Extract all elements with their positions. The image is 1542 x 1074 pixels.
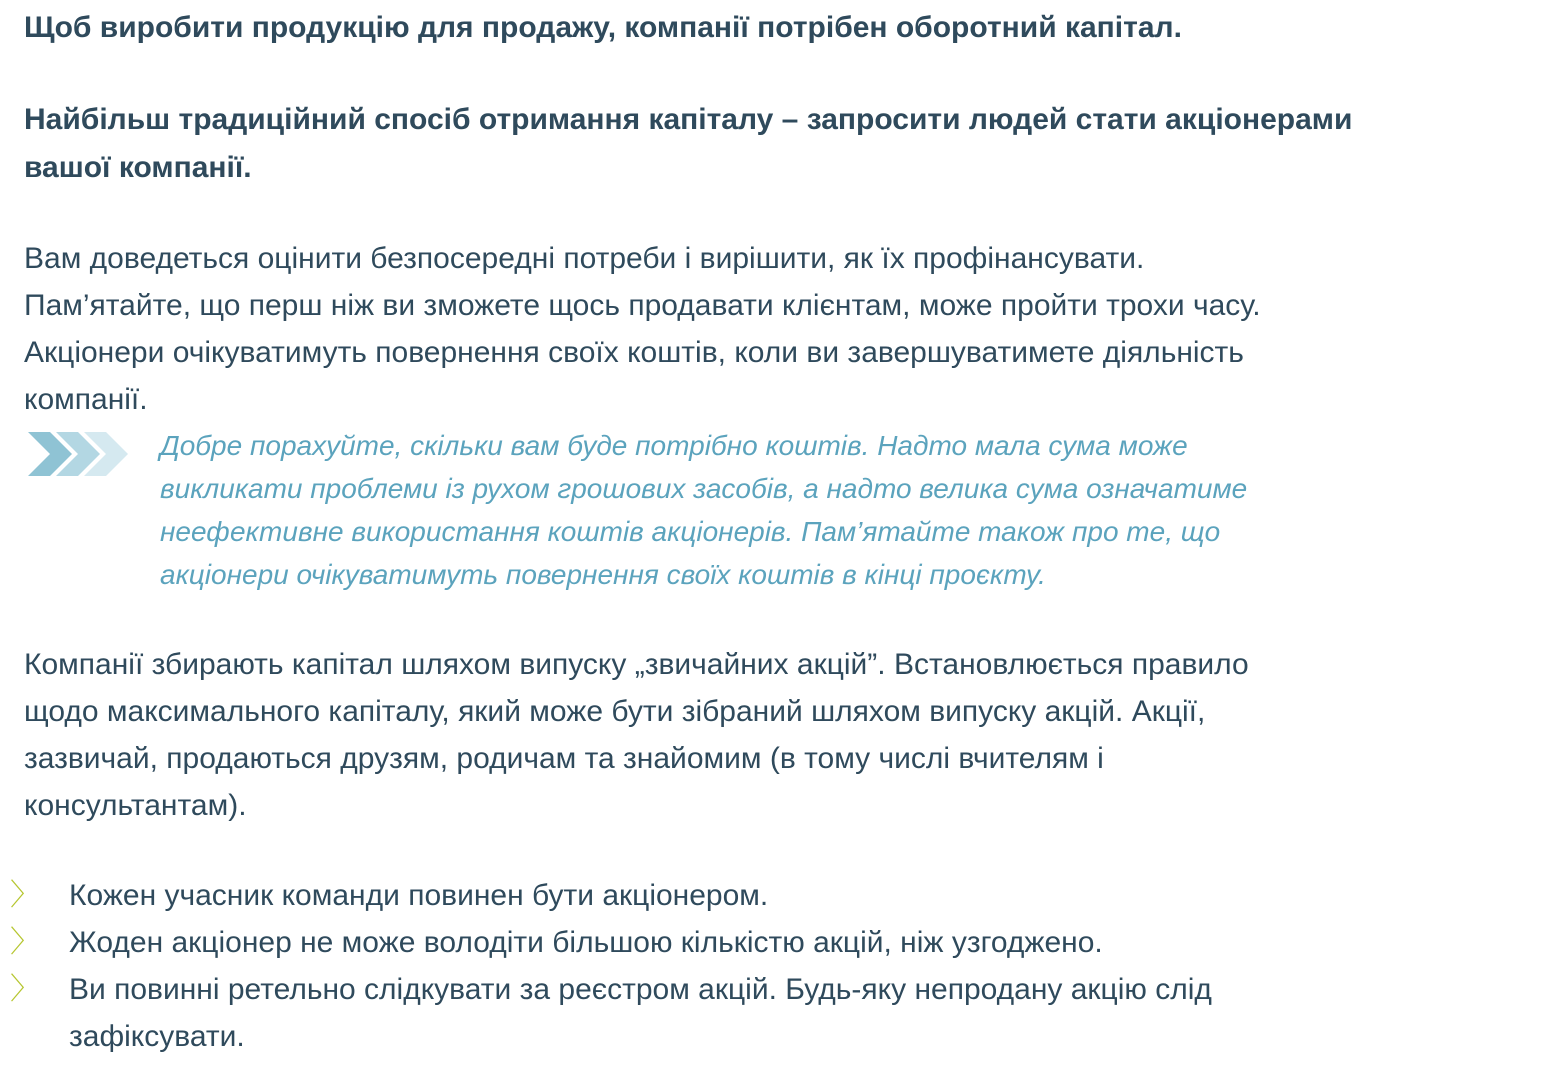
list-item-text-line-1: Ви повинні ретельно слідкувати за реєстром акцій. Будь-яку непродану акцію слід: [69, 973, 1212, 1006]
list-item-text: Жоден акціонер не може володіти більшою кількістю акцій, ніж узгоджено.: [69, 926, 1103, 959]
tip-line-3: неефективне використання коштів акціонерів. Пам’ятайте також про те, що: [160, 516, 1221, 547]
rules-list: [0, 872, 1542, 1060]
tip-callout: [24, 424, 1524, 604]
list-item: [0, 919, 1469, 966]
tip-line-2: викликати проблеми із рухом грошових засобів, а надто велика сума означатиме: [160, 473, 1248, 504]
heading-shareholders-line-1: Найбільш традиційний спосіб отримання капіталу – запросити людей стати акціонерами: [24, 103, 1353, 136]
heading-working-capital: Щоб виробити продукцію для продажу, компанії потрібен оборотний капітал.: [24, 11, 1182, 44]
paragraph-shares-line-2: щодо максимального капіталу, який може бути зібраний шляхом випуску акцій. Акції,: [24, 695, 1206, 728]
chevron-arrows-icon: [28, 432, 132, 476]
chevron-right-icon: 〉: [10, 972, 40, 1007]
heading-shareholders-line-2: вашої компанії.: [24, 151, 252, 184]
paragraph-needs-line-4: компанії.: [24, 383, 148, 416]
paragraph-needs-line-2: Пам’ятайте, що перш ніж ви зможете щось продавати клієнтам, може пройти трохи часу.: [24, 289, 1261, 322]
chevron-right-icon: 〉: [10, 878, 40, 913]
list-item: [0, 872, 1469, 919]
list-item: [0, 966, 1469, 1060]
list-item-text-line-2: зафіксувати.: [69, 1020, 245, 1053]
paragraph-needs-line-1: Вам доведеться оцінити безпосередні потреби і вирішити, як їх профінансувати.: [24, 242, 1145, 275]
paragraph-shares-line-1: Компанії збирають капітал шляхом випуску „звичайних акцій”. Встановлюється правило: [24, 648, 1249, 681]
tip-line-4: акціонери очікуватимуть повернення своїх коштів в кінці проєкту.: [160, 559, 1046, 590]
paragraph-needs-line-3: Акціонери очікуватимуть повернення своїх коштів, коли ви завершуватимете діяльність: [24, 336, 1244, 369]
list-item-text: Кожен учасник команди повинен бути акціонером.: [69, 879, 769, 912]
tip-line-1: Добре порахуйте, скільки вам буде потрібно коштів. Надто мала сума може: [160, 430, 1188, 461]
paragraph-shares-line-3: зазвичай, продаються друзям, родичам та знайомим (в тому числі вчителям і: [24, 742, 1104, 775]
paragraph-shares-line-4: консультантам).: [24, 789, 247, 822]
chevron-right-icon: 〉: [10, 925, 40, 960]
